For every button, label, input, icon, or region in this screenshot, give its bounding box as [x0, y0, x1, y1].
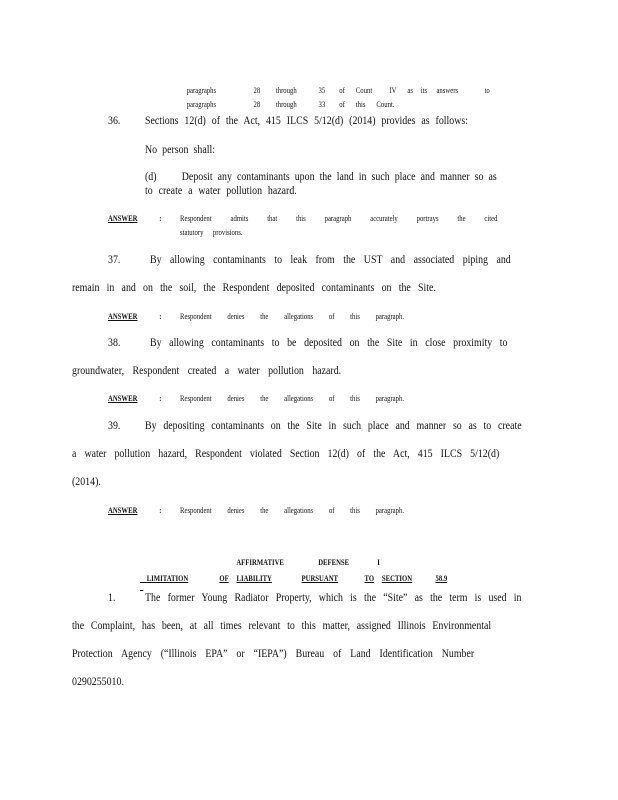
paragraph-number: 37.: [108, 254, 121, 266]
quote-subsection-d-line2: to create a water pollution hazard.: [145, 185, 297, 197]
heading-line1: AFFIRMATIVE DEFENSE I: [236, 556, 380, 567]
paragraph-line1: By depositing contaminants on the Site in such place and manner so as to create: [145, 420, 522, 432]
answer-text-line2: statutory provisions.: [180, 227, 243, 237]
answer-text: Respondent denies the allegations of this paragraph.: [180, 505, 405, 515]
quote-subsection-d-line1: (d) Deposit any contaminants upon the land in such place and manner so as: [145, 171, 497, 183]
continued-line-1: paragraphs 28 through 35 of Count IV as its answers to: [186, 84, 490, 95]
answer-text: Respondent denies the allegations of this paragraph.: [180, 393, 405, 403]
paragraph-line1: The former Young Radiator Property, which is the “Site” as the term is used in: [145, 592, 522, 604]
paragraph-line2: a water pollution hazard, Respondent violated Section 12(d) of the Act, 415 ILCS 5/12(d): [72, 448, 500, 460]
paragraph-line3: Protection Agency (“Illinois EPA” or “IEPA”) Bureau of Land Identification Number: [72, 648, 475, 660]
answer-label: ANSWER :: [108, 393, 162, 403]
paragraph-line1: By allowing contaminants to leak from the UST and associated piping and: [150, 254, 511, 266]
paragraph-number: 39.: [108, 420, 121, 432]
answer-label: ANSWER :: [108, 311, 162, 321]
paragraph-line2: groundwater, Respondent created a water pollution hazard.: [72, 365, 342, 377]
paragraph-line4: 0290255010.: [72, 676, 124, 688]
answer-label: ANSWER :: [108, 505, 162, 515]
quote-intro: No person shall:: [145, 144, 215, 156]
continued-line-2: paragraphs 28 through 33 of this Count.: [186, 98, 395, 109]
answer-text-line1: Respondent admits that this paragraph accurately portrays the cited: [180, 213, 498, 223]
answer-text: Respondent denies the allegations of this paragraph.: [180, 311, 405, 321]
heading-line2: LIMITATION OF LIABILITY PURSUANT TO SECTION 58.9: [146, 572, 448, 583]
paragraph-number: 1.: [108, 592, 116, 604]
answer-label: ANSWER :: [108, 213, 162, 223]
paragraph-number: 38.: [108, 337, 121, 349]
paragraph-text: Sections 12(d) of the Act, 415 ILCS 5/12(d) (2014) provides as follows:: [145, 115, 468, 127]
paragraph-line3: (2014).: [72, 476, 101, 488]
paragraph-line2: remain in and on the soil, the Respondent deposited contaminants on the Site.: [72, 282, 436, 294]
paragraph-line1: By allowing contaminants to be deposited on the Site in close proximity to: [150, 337, 508, 349]
paragraph-number: 36.: [108, 115, 121, 127]
paragraph-line2: the Complaint, has been, at all times relevant to this matter, assigned Illinois Environmental: [72, 620, 492, 632]
